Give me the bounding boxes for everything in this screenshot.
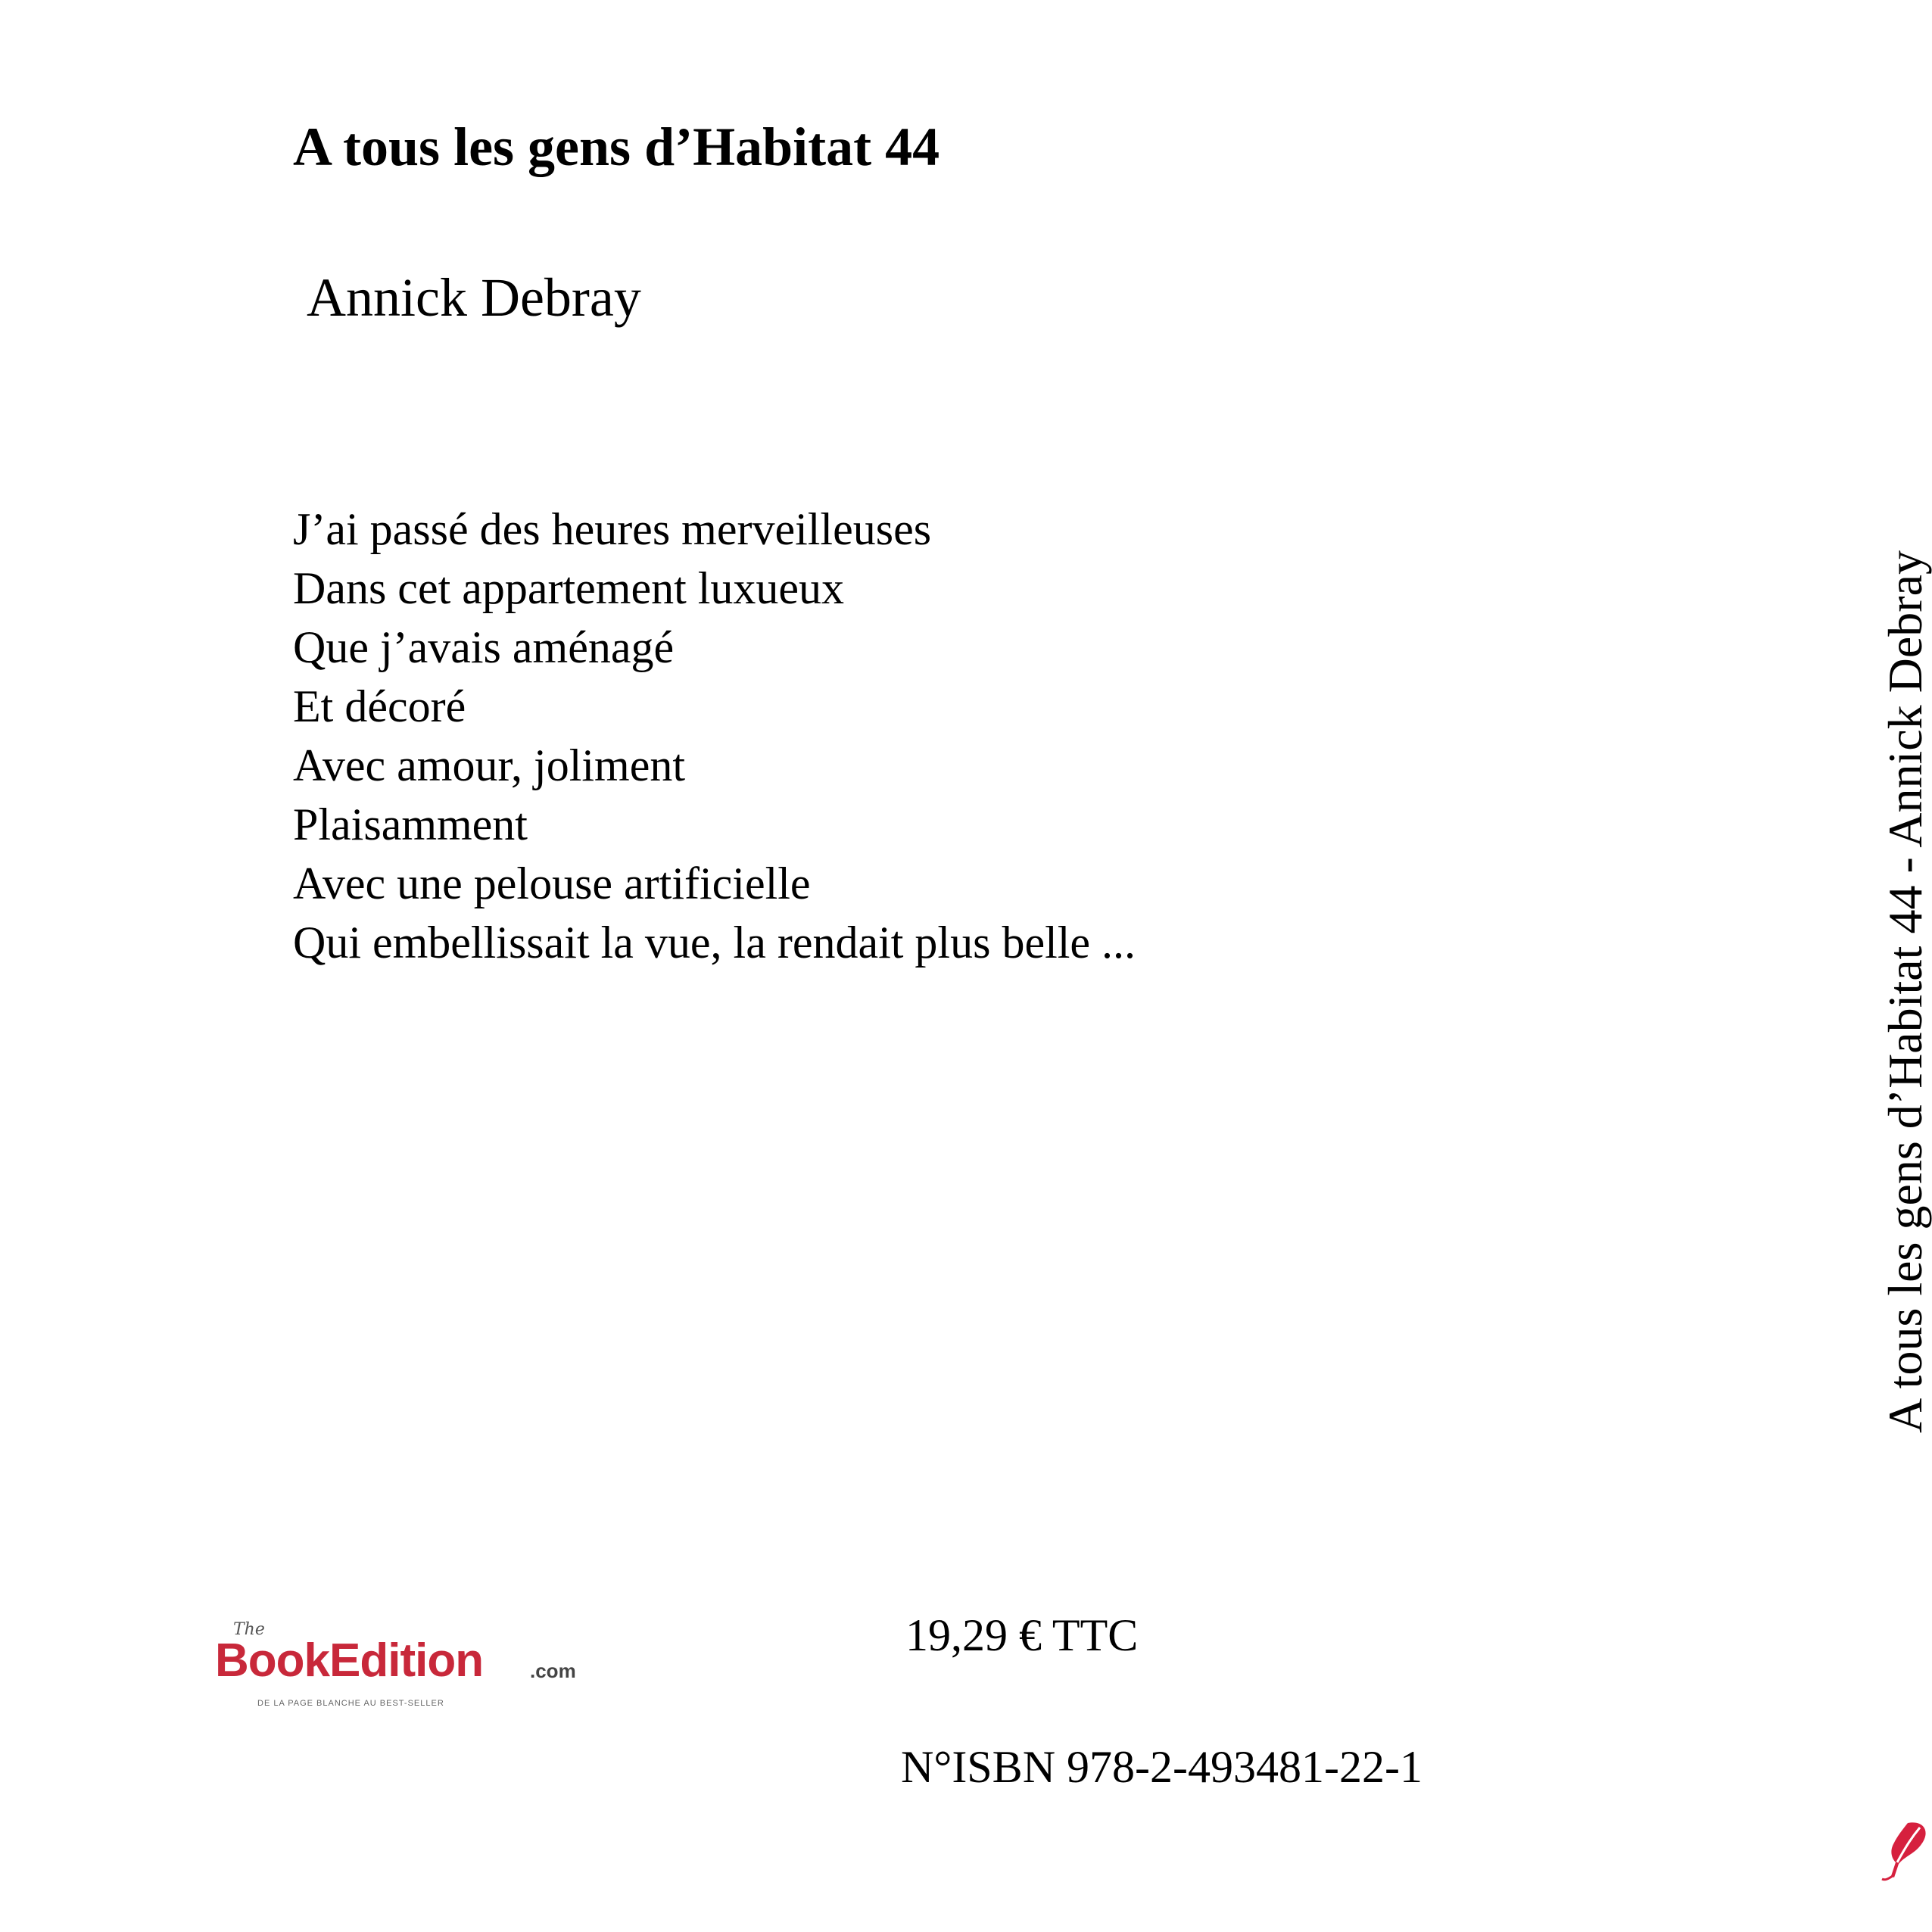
poem-line: J’ai passé des heures merveilleuses [293,504,932,554]
poem-line: Avec amour, joliment [293,740,685,790]
spine-text: A tous les gens d’Habitat 44 - Annick Debray [1878,550,1932,1433]
publisher-logo-tagline: DE LA PAGE BLANCHE AU BEST-SELLER [257,1699,444,1708]
quill-icon [1877,1817,1932,1885]
isbn-label: N°ISBN 978-2-493481-22-1 [901,1742,1423,1792]
price-label: 19,29 € TTC [905,1610,1139,1660]
publisher-logo [212,1620,606,1711]
poem-line: Plaisamment [293,799,528,849]
book-title: A tous les gens d’Habitat 44 [293,117,940,177]
publisher-logo-the: The [233,1620,265,1639]
poem-line: Avec une pelouse artificielle [293,858,811,908]
poem-line: Que j’avais aménagé [293,622,675,672]
book-author: Annick Debray [307,267,641,328]
poem-line: Qui embellissait la vue, la rendait plus belle ... [293,918,1136,968]
publisher-logo-suffix: .com [530,1659,576,1682]
poem-line: Dans cet appartement luxueux [293,563,845,613]
poem-line: Et décoré [293,681,466,731]
publisher-logo-name: BookEdition [215,1634,484,1687]
back-cover-poem [293,500,1136,972]
